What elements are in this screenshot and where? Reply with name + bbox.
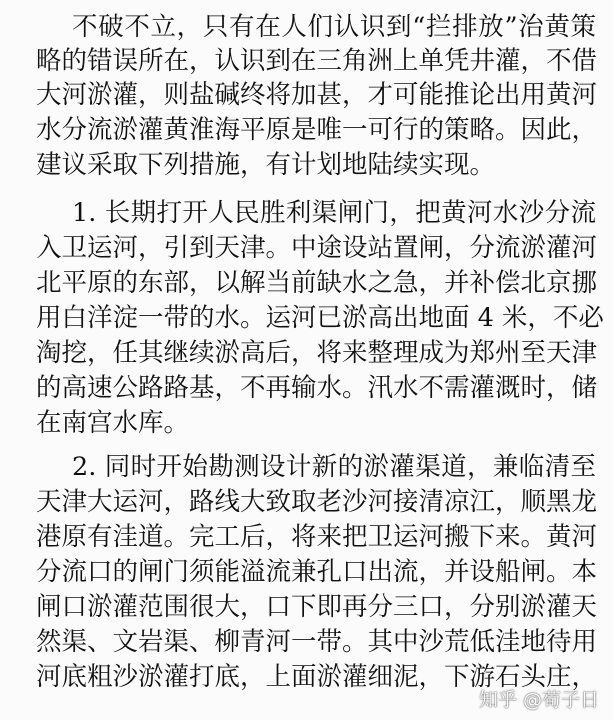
- text-line: 分流口的闸门须能溢流兼孔口出流，并设船闸。本: [36, 557, 598, 587]
- watermark-site: 知乎: [478, 688, 517, 711]
- text-line: 港原有洼道。完工后，将来把卫运河搬下来。黄河: [36, 522, 598, 552]
- text-line: 建议采取下列措施，有计划地陆续实现。: [36, 150, 496, 180]
- text-line: 用白洋淀一带的水。运河已淤高出地面 4 米，不必: [36, 303, 604, 333]
- text-line: 略的错误所在，认识到在三角洲上单凭井灌，不借: [36, 46, 598, 76]
- text-line: 在南宫水库。: [36, 408, 190, 438]
- text-line: 2. 同时开始勘测设计新的淤灌渠道，兼临清至: [72, 452, 596, 482]
- text-line: 1. 长期打开人民胜利渠闸门，把黄河水沙分流: [72, 198, 596, 228]
- text-line: 淘挖，任其继续淤高后，将来整理成为郑州至天津: [36, 338, 598, 368]
- text-line: 大河淤灌，则盐碱终将加甚，才可能推论出用黄河: [36, 80, 598, 110]
- watermark: [479, 684, 599, 712]
- text-line: 然渠、文岩渠、柳青河一带。其中沙荒低洼地待用: [36, 627, 598, 657]
- text-line: 的高速公路路基，不再输水。汛水不需灌溉时，储: [36, 373, 598, 403]
- text-line: 闸口淤灌范围很大，口下即再分三口，分别淤灌天: [36, 592, 598, 622]
- watermark-author: @荀子日: [522, 688, 599, 711]
- text-line: 天津大运河，路线大致取老沙河接清凉江，顺黑龙: [36, 487, 598, 517]
- text-line: 北平原的东部，以解当前缺水之急，并补偿北京挪: [36, 268, 598, 298]
- text-line: 不破不立，只有在人们认识到“拦排放”治黄策: [72, 12, 596, 42]
- text-line: 水分流淤灌黄淮海平原是唯一可行的策略。因此，: [36, 115, 598, 145]
- text-line: 入卫运河，引到天津。中途设站置闸，分流淤灌河: [36, 233, 598, 263]
- text-line: 河底粗沙淤灌打底，上面淤灌细泥，下游石头庄，: [36, 662, 598, 692]
